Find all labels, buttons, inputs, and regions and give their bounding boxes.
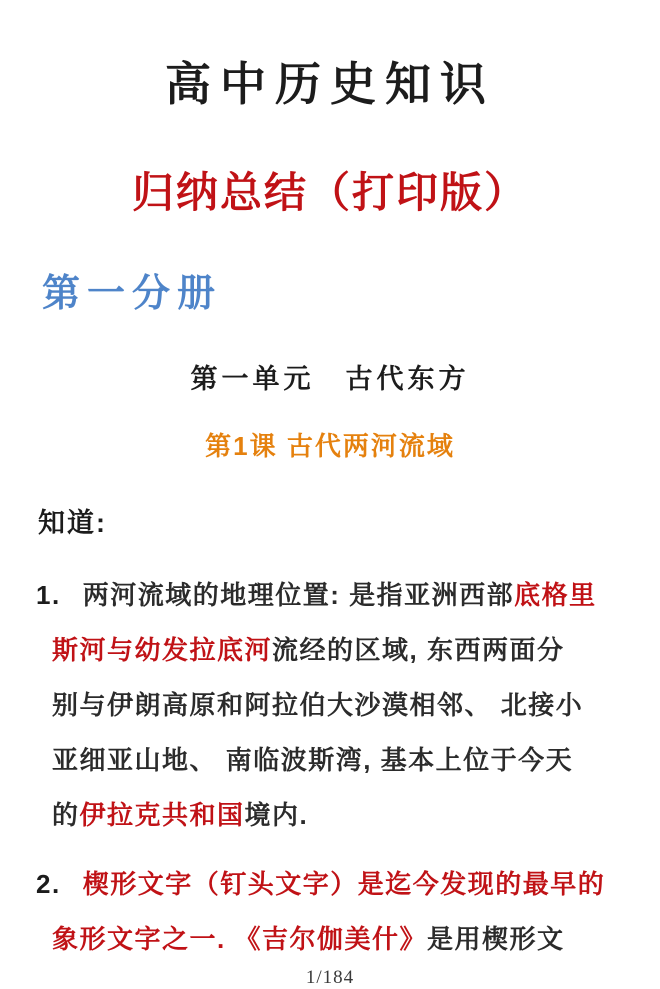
list-item-number: 2. bbox=[36, 869, 61, 899]
text-line bbox=[0, 568, 660, 623]
page-subtitle: 归纳总结（打印版） bbox=[131, 169, 528, 216]
text-line bbox=[0, 788, 660, 843]
text-segment: 亚细亚山地、 南临波斯湾, 基本上位于今天 bbox=[52, 745, 574, 775]
text-segment: 象形文字之一. 《吉尔伽美什》 bbox=[52, 924, 427, 954]
text-segment: 两河流域的地理位置: 是指亚洲西部 bbox=[82, 580, 515, 610]
list-item-number: 1. bbox=[36, 580, 61, 610]
text-segment: 境内. bbox=[244, 800, 309, 830]
unit-heading: 第一单元 古代东方 bbox=[190, 364, 470, 394]
page-number: 1/184 bbox=[305, 967, 355, 988]
text-segment: 别与伊朗高原和阿拉伯大沙漠相邻、 北接小 bbox=[52, 690, 584, 720]
page-title: 高中历史知识 bbox=[165, 58, 495, 110]
text-segment: 伊拉克共和国 bbox=[79, 800, 245, 830]
text-line bbox=[0, 912, 660, 967]
text-line bbox=[0, 678, 660, 733]
list-item bbox=[0, 568, 660, 843]
text-segment: 的 bbox=[52, 800, 80, 830]
text-segment: 楔形文字（钉头文字）是迄今发现的最早的 bbox=[82, 869, 606, 899]
list-item bbox=[0, 857, 660, 967]
text-line bbox=[0, 623, 660, 678]
lesson-heading: 第1课 古代两河流域 bbox=[205, 431, 455, 461]
volume-heading: 第一分册 bbox=[42, 273, 223, 315]
text-segment: 流经的区域, 东西两面分 bbox=[272, 635, 565, 665]
text-line bbox=[0, 733, 660, 788]
section-label: 知道: bbox=[38, 508, 107, 538]
text-line bbox=[0, 857, 660, 912]
text-segment: 底格里 bbox=[514, 580, 597, 610]
knowledge-list bbox=[0, 554, 660, 967]
text-segment: 是用楔形文 bbox=[426, 924, 565, 954]
text-segment: 斯河与幼发拉底河 bbox=[52, 635, 273, 665]
